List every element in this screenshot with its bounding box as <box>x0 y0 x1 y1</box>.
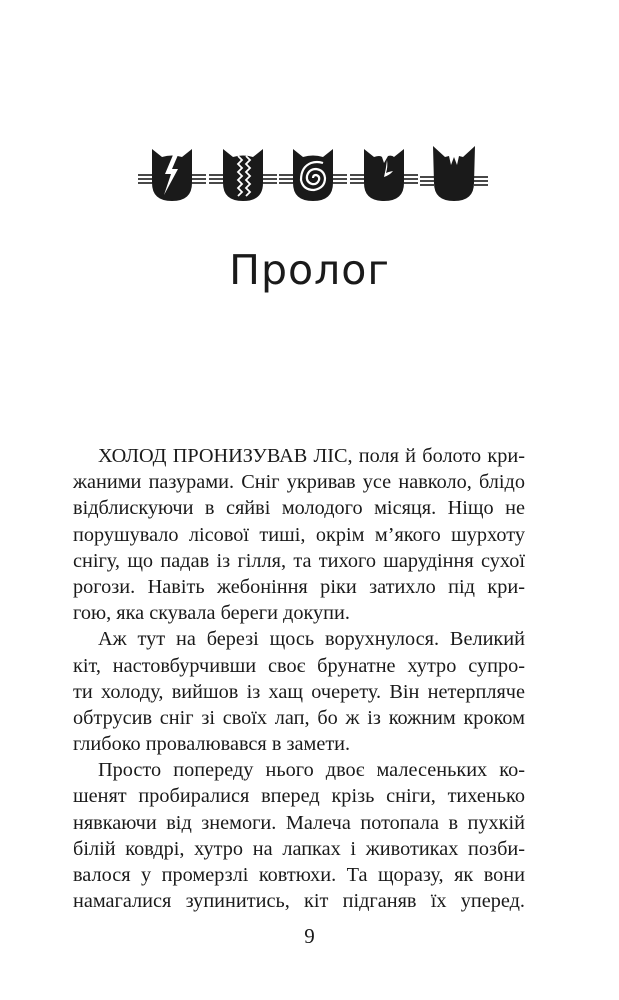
text-line: рогози. Навіть жебоніння ріки затихло під кри- <box>73 575 525 598</box>
text-line: Просто попереду нього двоє малесеньких ко- <box>98 759 525 782</box>
text-line: гою, яка скувала береги докупи. <box>73 602 350 625</box>
clan-emblems-row <box>138 143 488 203</box>
text-line: кіт, настовбурчивши своє брунатне хутро супро- <box>73 654 525 677</box>
text-line: шенят пробиралися вперед крізь сніги, тихенько <box>73 785 525 808</box>
thunderclan-lightning-cat-icon <box>138 143 206 203</box>
text-line: білій ковдрі, хутро на лапках і животиках позби- <box>73 837 525 860</box>
text-line: обтрусив сніг зі своїх лап, бо ж із кожним кроком <box>73 706 525 729</box>
riverclan-wave-cat-icon <box>209 143 277 203</box>
text-line: глибоко провалювався в замети. <box>73 733 351 756</box>
skyclan-cat-icon <box>420 143 488 203</box>
text-line: жаними пазурами. Сніг укривав усе навколо, блідо <box>73 471 525 494</box>
page-number: 9 <box>304 924 315 948</box>
text-line: ХОЛОД ПРОНИЗУВАВ ЛІС, поля й болото кри- <box>98 445 525 467</box>
text-line: Аж тут на березі щось ворухнулося. Великий <box>98 628 525 651</box>
text-line: відблискуючи в сяйві молодого місяця. Ніщо не <box>73 497 525 520</box>
paragraph <box>73 757 525 914</box>
paragraph <box>73 626 525 757</box>
text-line: валося у промерзлі ковтюхи. Та щоразу, як вони <box>73 864 525 886</box>
windclan-swirl-cat-icon <box>279 143 347 203</box>
text-line: намагалися зупинитись, кіт підганяв їх уперед. <box>73 890 525 913</box>
text-line: снігу, що падав із гілля, та тихого шарудіння сухої <box>73 549 525 572</box>
text-line: ти холоду, вийшов із хащ очерету. Він нетерпляче <box>73 680 525 703</box>
text-line: порушувало лісової тиші, окрім м’якого шурхоту <box>73 523 525 546</box>
chapter-title: Пролог <box>229 246 390 294</box>
text-line: нявкаючи від знемоги. Малеча потопала в пухкій <box>73 811 525 834</box>
paragraph <box>73 443 525 626</box>
shadowclan-moon-cat-icon <box>350 143 418 203</box>
chapter-body-text <box>73 443 525 914</box>
